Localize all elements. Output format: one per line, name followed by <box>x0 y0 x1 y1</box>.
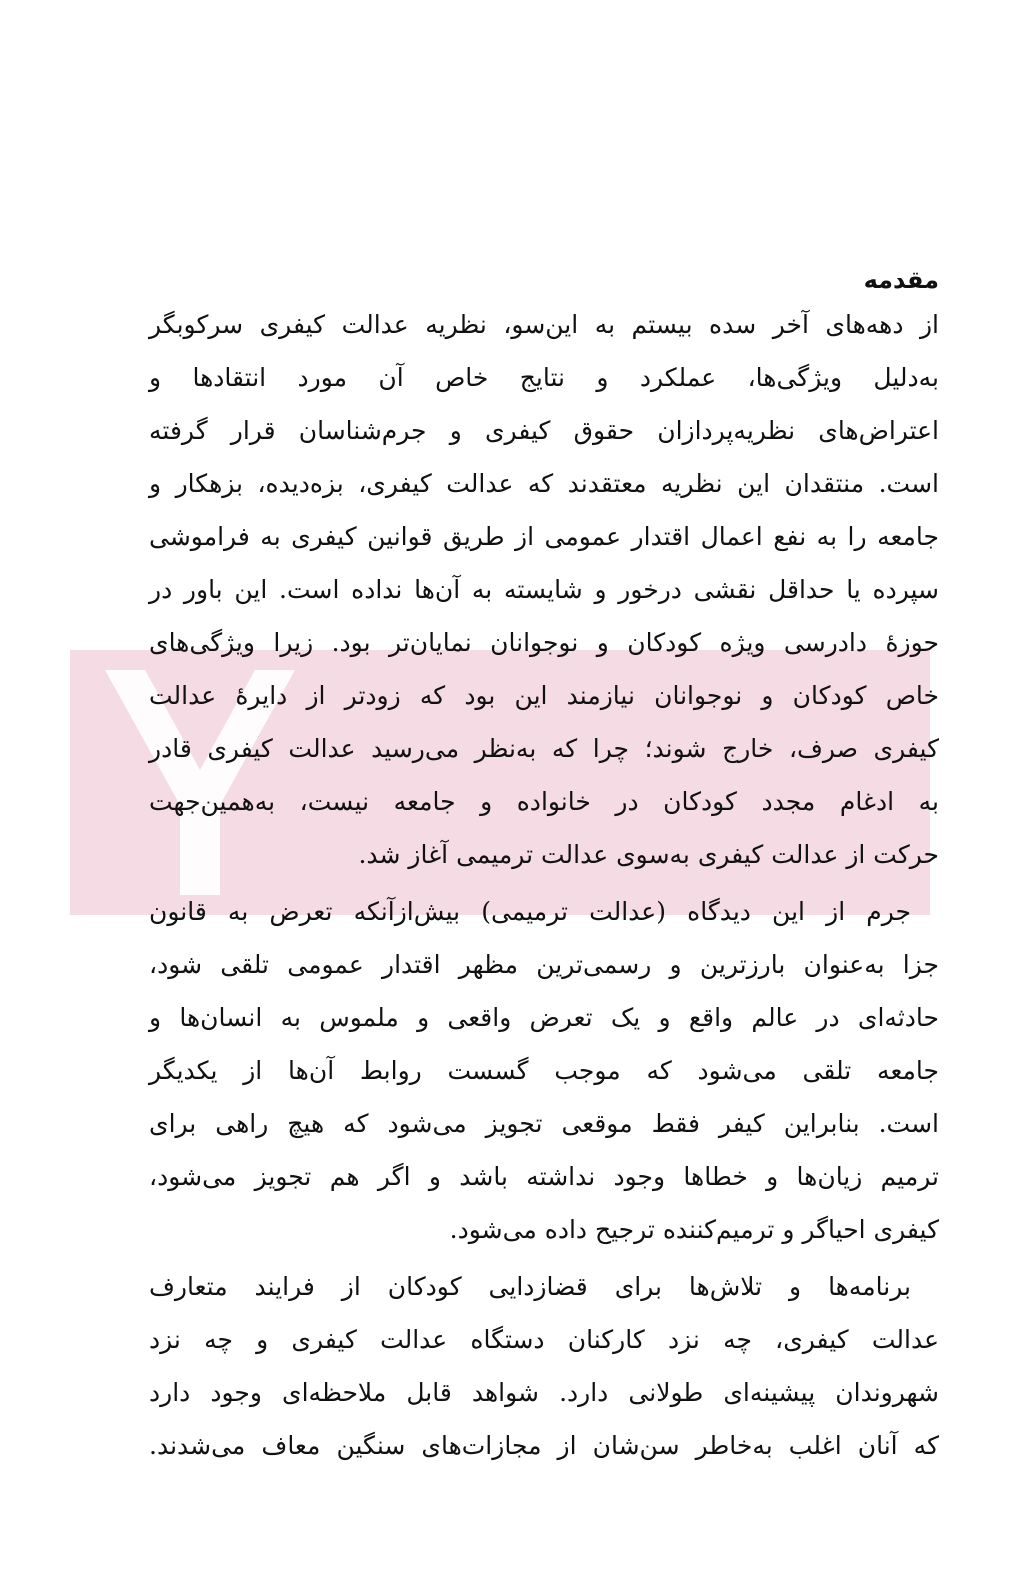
text-line: حرکت از عدالت کیفری به‌سوی عدالت ترمیمی آغاز شد. <box>358 840 939 869</box>
page-body <box>149 262 939 1472</box>
section-heading: مقدمه <box>863 266 939 294</box>
text-line: حادثه‌ای در عالم واقع و یک تعرض واقعی و ملموس به انسان‌ها و <box>149 1003 939 1032</box>
text-line: کیفری احیاگر و ترمیم‌کننده ترجیح داده می‌شود. <box>449 1215 939 1244</box>
text-line: عدالت کیفری، چه نزد کارکنان دستگاه عدالت کیفری و چه نزد <box>149 1325 939 1354</box>
text-line: به‌دلیل ویژگی‌ها، عملکرد و نتایج خاص آن مورد انتقادها و <box>149 363 939 392</box>
text-line: جزا به‌عنوان بارزترین و رسمی‌ترین مظهر اقتدار عمومی تلقی شود، <box>149 950 939 979</box>
text-line: است. منتقدان این نظریه معتقدند که عدالت کیفری، بزه‌دیده، بزهکار و <box>149 469 939 498</box>
text-line: جامعه تلقی می‌شود که موجب گسست روابط آن‌ها از یکدیگر <box>149 1056 939 1085</box>
text-line: به ادغام مجدد کودکان در خانواده و جامعه نیست، به‌همین‌جهت <box>149 787 939 816</box>
text-line: حوزهٔ دادرسی ویژه کودکان و نوجوانان نمایان‌تر بود. زیرا ویژگی‌های <box>149 628 939 657</box>
text-line: شهروندان پیشینه‌ای طولانی دارد. شواهد قابل ملاحظه‌ای وجود دارد <box>149 1378 939 1407</box>
text-line: که آنان اغلب به‌خاطر سن‌شان از مجازات‌های سنگین معاف می‌شدند. <box>149 1431 939 1460</box>
text-line: از دهه‌های آخر سده بیستم به این‌سو، نظریه عدالت کیفری سرکوبگر <box>149 310 939 339</box>
text-line: جامعه را به نفع اعمال اقتدار عمومی از طریق قوانین کیفری به فراموشی <box>149 522 939 551</box>
text-line: ترمیم زیان‌ها و خطاها وجود نداشته باشد و اگر هم تجویز می‌شود، <box>149 1162 939 1191</box>
text-line: کیفری صرف، خارج شوند؛ چرا که به‌نظر می‌رسید عدالت کیفری قادر <box>149 734 939 763</box>
text-line: است. بنابراین کیفر فقط موقعی تجویز می‌شود که هیچ راهی برای <box>149 1109 939 1138</box>
text-line: سپرده یا حداقل نقشی درخور و شایسته به آن‌ها نداده است. این باور در <box>149 575 939 604</box>
text-line: جرم از این دیدگاه (عدالت ترمیمی) بیش‌ازآنکه تعرض به قانون <box>149 897 911 926</box>
text-line: اعتراض‌های نظریه‌پردازان حقوق کیفری و جرم‌شناسان قرار گرفته <box>149 416 939 445</box>
paragraph-2 <box>149 885 939 1256</box>
paragraph-1 <box>149 298 939 881</box>
text-line: برنامه‌ها و تلاش‌ها برای قضازدایی کودکان از فرایند متعارف <box>149 1272 911 1301</box>
text-line: خاص کودکان و نوجوانان نیازمند این بود که زودتر از دایرهٔ عدالت <box>149 681 939 710</box>
paragraph-3 <box>149 1260 939 1472</box>
